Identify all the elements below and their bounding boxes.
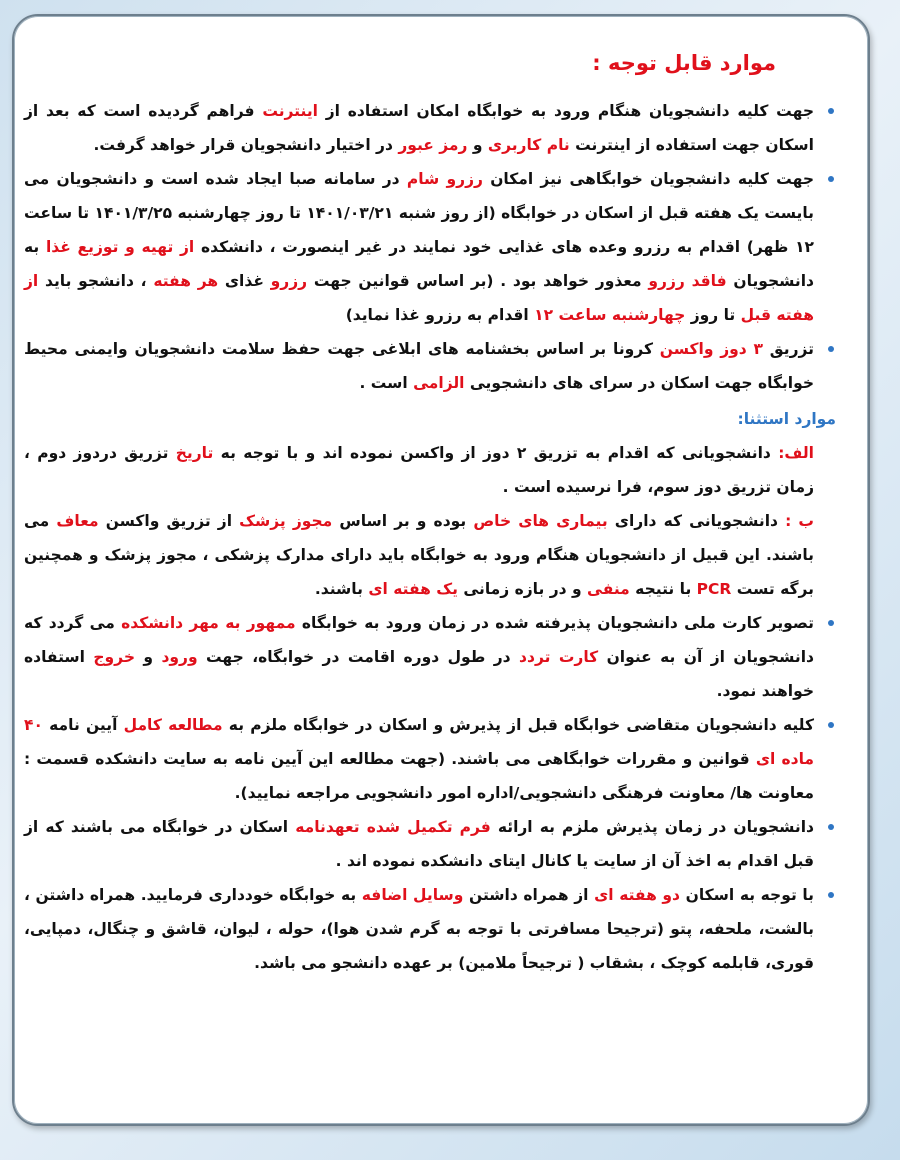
highlight-text: منفی — [587, 580, 630, 598]
notice-item — [24, 708, 836, 810]
body-text: آیین نامه — [42, 716, 124, 734]
body-text: از تزریق واکسن — [98, 512, 240, 530]
notice-item — [24, 332, 836, 400]
body-text: موارد استثنا: — [737, 410, 836, 428]
highlight-text: فاقد رزرو — [648, 272, 727, 290]
body-text: می باشند. این قبیل از دانشجویان هنگام ورود به خوابگاه باید دارای مدارک پزشکی ، مجوز پزشک و همچنین برگه تست — [24, 512, 814, 598]
body-text: به دانشجویان — [24, 238, 815, 290]
section-heading — [24, 402, 836, 436]
body-text: بوده و بر اساس — [332, 512, 474, 530]
body-text: استفاده خواهند نمود. — [24, 648, 814, 700]
notice-item — [24, 94, 836, 162]
highlight-text: کارت تردد — [519, 648, 599, 666]
body-text: جهت کلیه دانشجویان خوابگاهی نیز امکان — [482, 170, 814, 188]
body-text: باشند. — [314, 580, 369, 598]
highlight-text: وسایل اضافه — [361, 886, 464, 904]
exception-item — [24, 504, 836, 606]
body-text: تزریق دردوز دوم ، زمان تزریق دوز سوم، فرا نرسیده است . — [24, 444, 814, 496]
body-text: با نتیجه — [629, 580, 697, 598]
body-text: قوانین و مقررات خوابگاهی می باشند. (جهت مطالعه این آیین نامه به سایت دانشکده قسمت : معاونت ها/ معاونت فرهنگی دانشجویی/اداره امور دانشجویی مراجعه نمایید). — [24, 750, 814, 802]
body-text: و — [467, 136, 488, 154]
highlight-text: بیماری های خاص — [473, 512, 608, 530]
highlight-text: دو هفته ای — [594, 886, 681, 904]
highlight-text: هر هفته — [153, 272, 219, 290]
highlight-text: رزرو شام — [406, 170, 483, 188]
body-text: و در بازه زمانی — [457, 580, 588, 598]
notice-list — [24, 94, 836, 980]
highlight-text: یک هفته ای — [368, 580, 458, 598]
body-text: کلیه دانشجویان متقاضی خوابگاه قبل از پذیرش و اسکان در خوابگاه ملزم به — [222, 716, 815, 734]
exception-item — [24, 436, 836, 504]
notice-item — [24, 606, 836, 708]
notice-content — [24, 46, 836, 980]
body-text: است . — [359, 374, 414, 392]
notice-item — [24, 810, 836, 878]
highlight-text: الزامی — [413, 374, 465, 392]
body-text: جهت کلیه دانشجویان هنگام ورود به خوابگاه امکان استفاده از — [317, 102, 814, 120]
body-text: در طول دوره اقامت در خوابگاه، جهت — [197, 648, 520, 666]
highlight-text: ممهور به مهر دانشکده — [121, 614, 296, 632]
body-text: اسکان در خوابگاه می باشند که از قبل اقدام به اخذ آن از سایت یا کانال ایتای دانشکده نموده اند . — [24, 818, 814, 870]
body-text: در اختیار دانشجویان قرار خواهد گرفت. — [93, 136, 399, 154]
body-text: به خوابگاه خودداری فرمایید. همراه داشتن ، بالشت، ملحفه، پتو (ترجیحا مسافرتی با توجه به گرم شدن هوا)، حوله ، لیوان، قاشق و چنگال، دمپایی، قوری، قابلمه کوچک ، بشقاب ( ترجیحاً ملامین) بر عهده دانشجو می باشد. — [24, 886, 814, 972]
notice-item — [24, 878, 836, 980]
body-text: و — [135, 648, 162, 666]
highlight-text: مجوز پزشک — [239, 512, 333, 530]
highlight-text: اینترنت — [262, 102, 318, 120]
notice-item — [24, 162, 836, 332]
highlight-text: ۴۰ ماده ای — [24, 716, 814, 768]
highlight-text: از هفته قبل — [24, 272, 814, 324]
highlight-text: رمز عبور — [398, 136, 468, 154]
body-text: معذور خواهد بود . (بر اساس قوانین جهت — [307, 272, 649, 290]
highlight-text: ۳ دوز واکسن — [659, 340, 764, 358]
highlight-text: تاریخ — [175, 444, 214, 462]
highlight-text: PCR — [696, 580, 732, 598]
body-text: دانشجویانی که دارای — [607, 512, 786, 530]
body-text: کرونا بر اساس بخشنامه های ابلاغی جهت حفظ سلامت دانشجویان وایمنی محیط خوابگاه جهت اسکان در سرای های دانشجویی — [24, 340, 814, 392]
highlight-text: معاف — [56, 512, 99, 530]
highlight-text: فرم تکمیل شده تعهدنامه — [295, 818, 491, 836]
body-text: ، دانشجو باید — [38, 272, 154, 290]
body-text: تزریق — [763, 340, 814, 358]
highlight-text: الف: — [778, 444, 814, 462]
body-text: تصویر کارت ملی دانشجویان پذیرفته شده در زمان ورود به خوابگاه — [295, 614, 814, 632]
highlight-text: رزرو — [270, 272, 308, 290]
body-text: غذای — [218, 272, 271, 290]
body-text: می گردد که دانشجویان از آن به عنوان — [24, 614, 814, 666]
body-text: دانشجویان در زمان پذیرش ملزم به ارائه — [490, 818, 814, 836]
body-text: اقدام به رزرو غذا نماید) — [345, 306, 535, 324]
highlight-text: چهارشنبه ساعت ۱۲ — [534, 306, 686, 324]
highlight-text: مطالعه کامل — [123, 716, 223, 734]
body-text: دانشجویانی که اقدام به تزریق ۲ دوز از واکسن نموده اند و با توجه به — [213, 444, 779, 462]
highlight-text: ورود — [161, 648, 198, 666]
highlight-text: ب : — [785, 512, 814, 530]
body-text: فراهم گردیده است که بعد از اسکان جهت استفاده از اینترنت — [24, 102, 814, 154]
highlight-text: نام کاربری — [487, 136, 570, 154]
body-text: تا روز — [685, 306, 741, 324]
page-title: موارد قابل توجه : — [592, 51, 776, 75]
notice-card — [12, 14, 870, 1126]
highlight-text: از تهیه و توزیع غذا — [45, 238, 195, 256]
body-text: در سامانه صبا ایجاد شده است و دانشجویان می بایست یک هفته قبل از اسکان در خوابگاه (از روز شنبه ۱۴۰۱/۰۳/۲۱ تا روز چهارشنبه ۱۴۰۱/۳/۲۵ تا ساعت ۱۲ ظهر) اقدام به رزرو وعده های غذایی خود نمایند در غیر اینصورت ، دانشکده — [24, 170, 814, 256]
body-text: از همراه داشتن — [463, 886, 595, 904]
body-text: با توجه به اسکان — [680, 886, 814, 904]
highlight-text: خروج — [93, 648, 135, 666]
